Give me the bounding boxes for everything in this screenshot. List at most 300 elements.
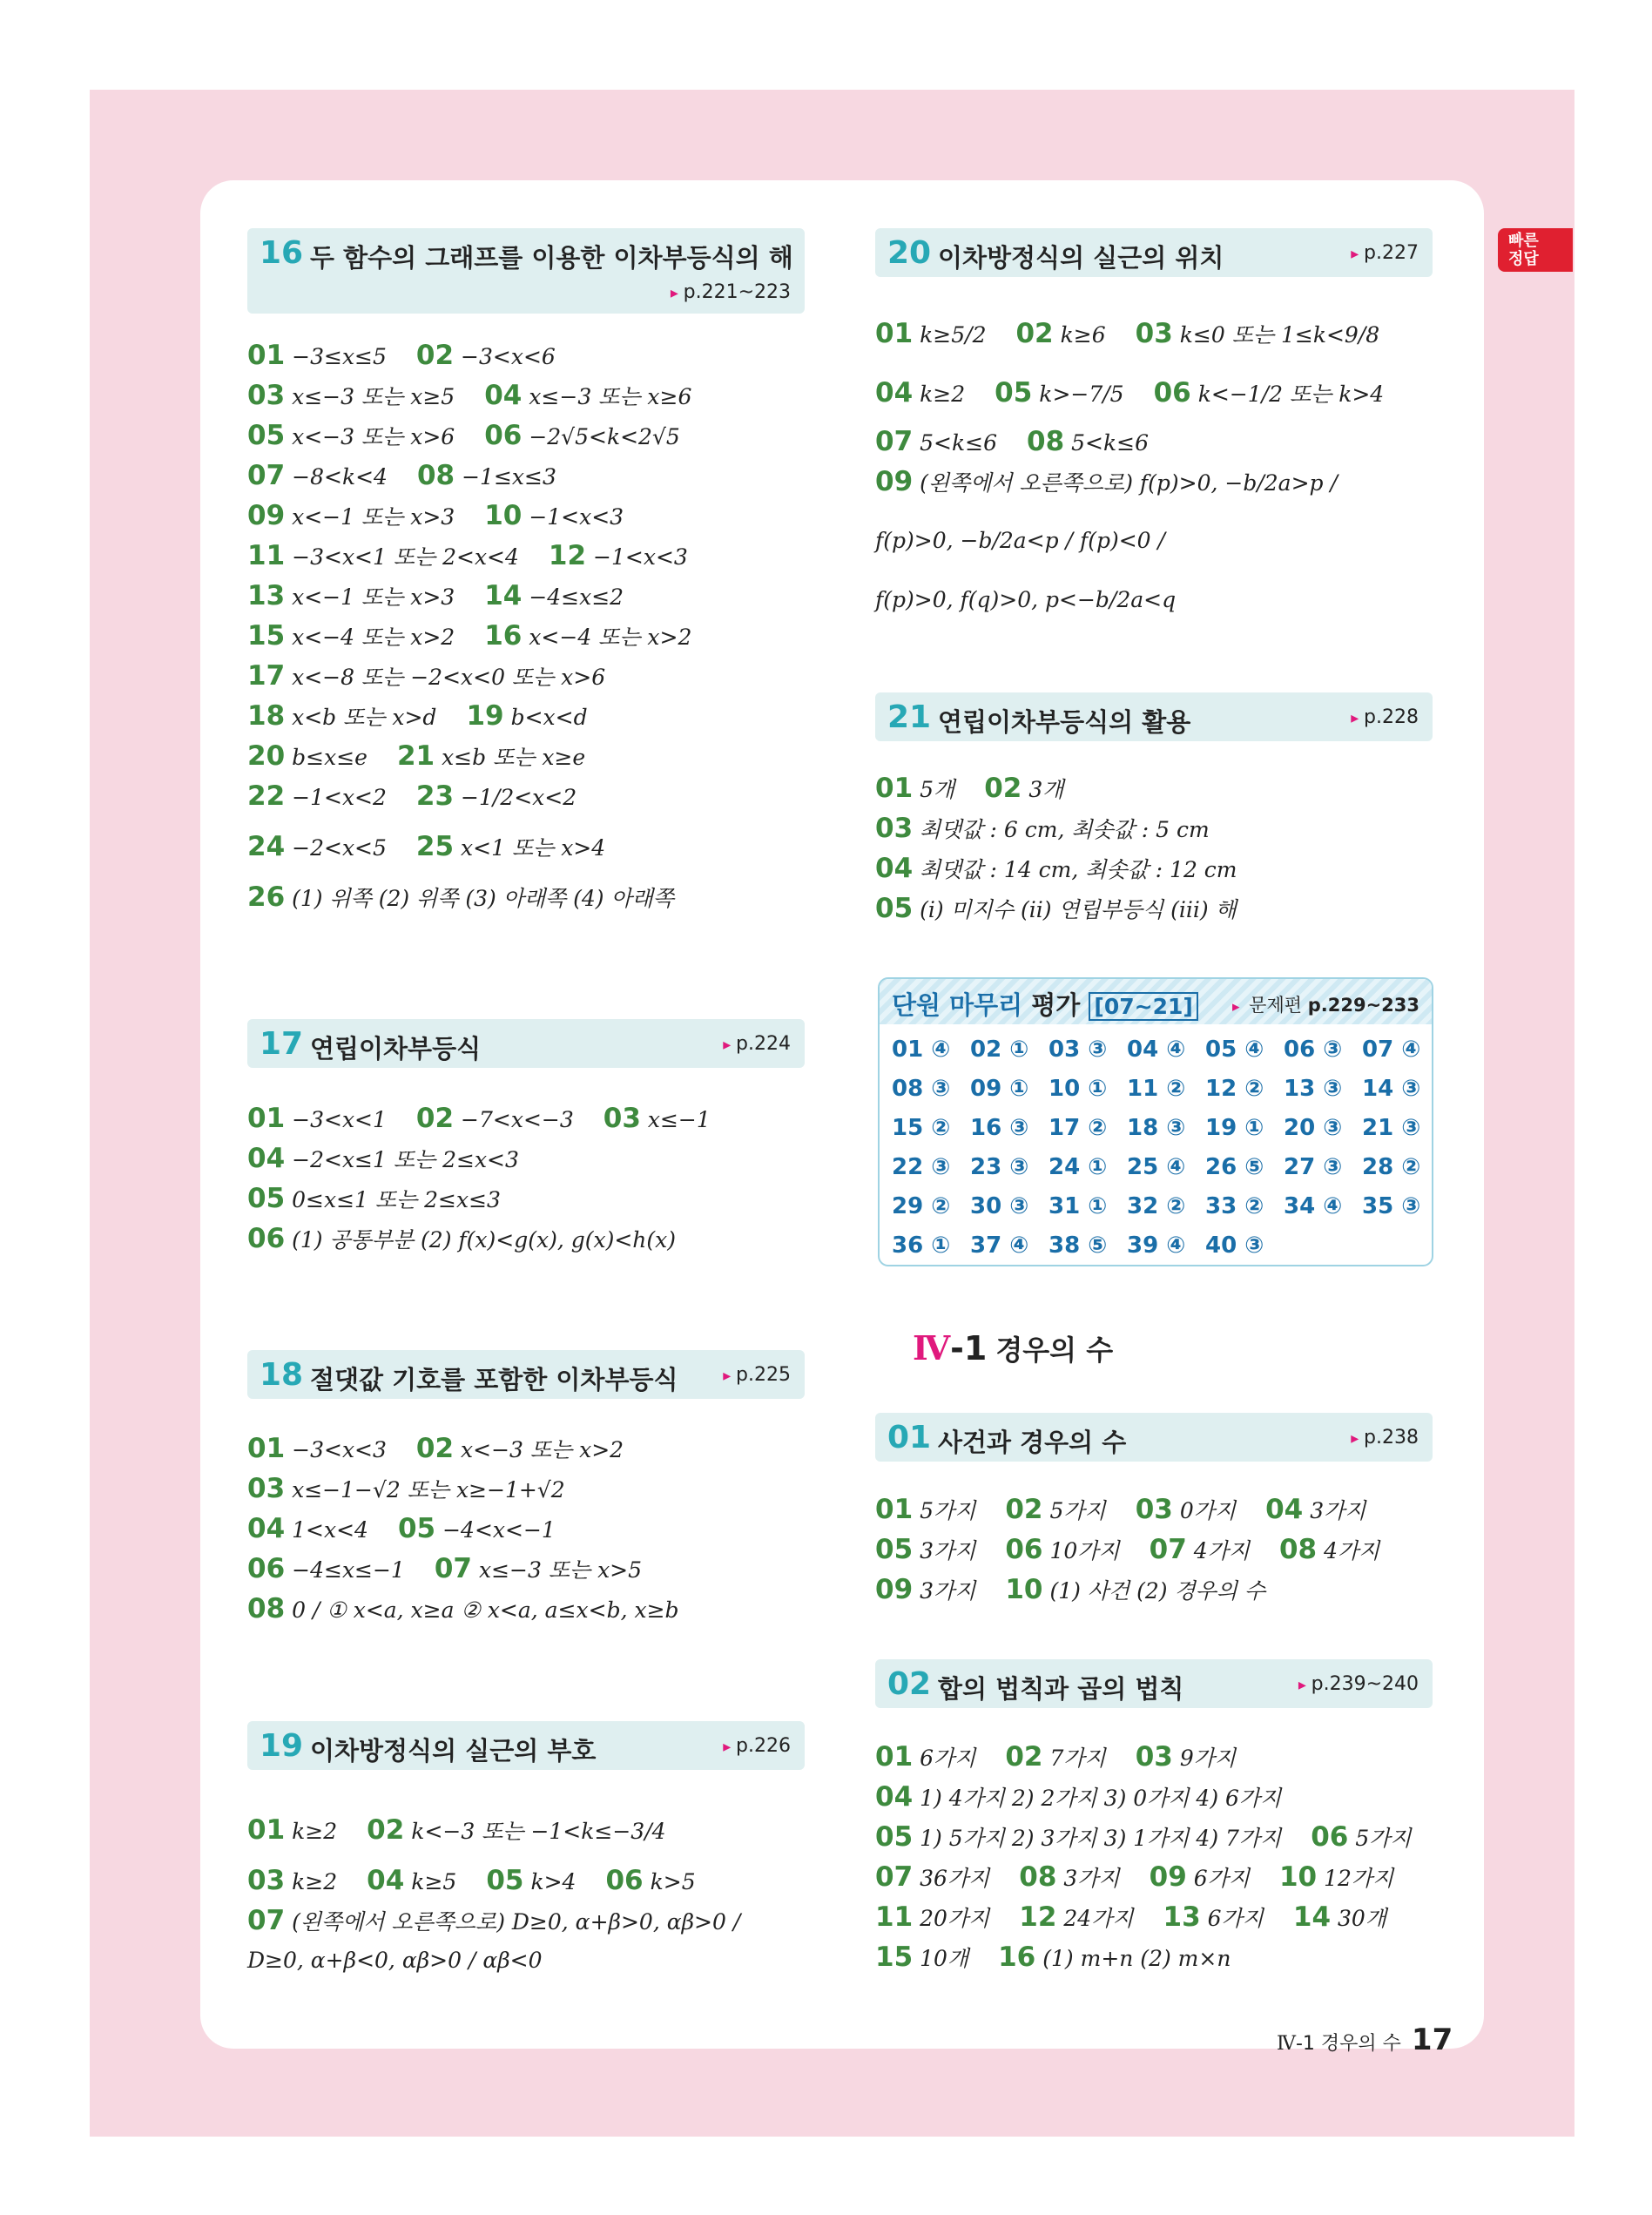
answer-number: 03 (1135, 1741, 1173, 1773)
review-answer: 02 ① (970, 1037, 1029, 1063)
answer-value: 최댓값 : 14 cm, 최솟값 : 12 cm (920, 857, 1237, 882)
answer-number: 10 (1005, 1574, 1043, 1605)
answer-value: (왼쪽에서 오른쪽으로) D≥0, α+β>0, αβ>0 / (292, 1909, 741, 1935)
answer-line (247, 340, 556, 373)
answer-number: 01 (875, 1741, 914, 1773)
section-number: 17 (260, 1026, 304, 1062)
answer-line (247, 1103, 711, 1136)
chapter-heading (913, 1328, 1113, 1368)
review-answer: 37 ④ (970, 1232, 1029, 1259)
answer-number: 05 (875, 1534, 914, 1565)
footer-roman: Ⅳ (1277, 2033, 1296, 2055)
answer-value: 최댓값 : 6 cm, 최솟값 : 5 cm (920, 817, 1210, 842)
answer-number: 07 (875, 426, 914, 457)
answer-line (875, 426, 1149, 459)
answer-value: (1) 공통부분 (2) f(x)<g(x), g(x)<h(x) (292, 1227, 676, 1253)
section-number: 18 (260, 1357, 304, 1393)
answer-value: −1<x<2 (292, 785, 387, 810)
answer-value: k≥5/2 (920, 322, 987, 348)
answer-value: 4가지 (1324, 1538, 1380, 1563)
unit-review-box (878, 977, 1433, 1266)
answer-number: 07 (1149, 1534, 1187, 1565)
answer-value: 1) 5가지 2) 3가지 3) 1가지 4) 7가지 (920, 1826, 1282, 1851)
answer-line (875, 813, 1210, 846)
answer-line (247, 1433, 624, 1466)
answer-number: 07 (247, 460, 286, 491)
answer-line (247, 540, 688, 573)
answer-number: 05 (486, 1865, 524, 1896)
answer-line (247, 500, 624, 533)
answer-number: 24 (247, 831, 286, 862)
answer-value: −2<x≤1 또는 2≤x<3 (292, 1147, 519, 1172)
answer-number: 19 (466, 700, 504, 732)
answer-number: 08 (1027, 426, 1065, 457)
answer-line (247, 1905, 740, 1938)
answer-value: (1) 사건 (2) 경우의 수 (1049, 1578, 1266, 1604)
answer-number: 21 (396, 740, 435, 772)
answer-number: 04 (247, 1513, 286, 1544)
answer-value: x<−1 또는 x>3 (292, 584, 455, 610)
answer-number: 05 (995, 377, 1033, 409)
answer-number: 12 (548, 540, 587, 571)
answer-number: 06 (484, 420, 523, 451)
answer-value: x<−1 또는 x>3 (292, 504, 455, 530)
answer-value: 12가지 (1324, 1866, 1394, 1891)
answer-line (875, 893, 1237, 926)
answer-value: −3<x<1 또는 2<x<4 (292, 544, 519, 570)
answer-number: 06 (1311, 1821, 1349, 1853)
answer-value: −7<x<−3 (461, 1107, 574, 1132)
answer-number: 06 (1005, 1534, 1043, 1565)
answer-number: 13 (1163, 1901, 1201, 1933)
answer-line (875, 1741, 1236, 1774)
answer-value: 5가지 (1049, 1498, 1106, 1523)
review-answer: 38 ⑤ (1049, 1232, 1108, 1259)
section-title: 사건과 경우의 수 (938, 1428, 1127, 1457)
chapter-num: -1 (950, 1329, 988, 1367)
answer-value: −2<x<5 (292, 835, 387, 861)
answer-value: −2√5<k<2√5 (529, 424, 680, 449)
section-number: 02 (887, 1666, 932, 1702)
review-answer: 26 ⑤ (1205, 1154, 1264, 1180)
answer-number: 02 (984, 773, 1022, 804)
answer-line (247, 1593, 679, 1626)
answer-value: 3가지 (920, 1578, 976, 1604)
answer-line (875, 525, 1165, 557)
answer-number: 04 (247, 1143, 286, 1174)
answer-line (875, 377, 1384, 410)
answer-number: 02 (415, 340, 455, 371)
answer-number: 04 (875, 853, 914, 884)
answer-value: x<1 또는 x>4 (461, 835, 606, 861)
answer-number: 03 (1135, 318, 1173, 349)
answer-line (247, 1143, 519, 1176)
answer-line (875, 853, 1237, 886)
answer-value: −3<x<1 (292, 1107, 387, 1132)
answer-line (247, 881, 674, 915)
review-answer: 22 ③ (892, 1154, 951, 1180)
review-answer: 19 ① (1205, 1115, 1264, 1141)
section-number: 19 (260, 1728, 304, 1764)
secB-header (875, 1659, 1433, 1708)
answer-number: 05 (397, 1513, 436, 1544)
answer-line (875, 1942, 1231, 1975)
answer-number: 26 (247, 881, 286, 913)
answer-line (875, 1781, 1281, 1814)
answer-line (247, 1183, 501, 1216)
answer-number: 01 (875, 1494, 914, 1525)
answer-value: 3가지 (1063, 1866, 1120, 1891)
answer-number: 03 (875, 813, 914, 844)
answer-number: 11 (875, 1901, 914, 1933)
answer-number: 02 (1015, 318, 1054, 349)
answer-value: 10가지 (1049, 1538, 1120, 1563)
answer-line (247, 1473, 565, 1506)
answer-value: 10개 (920, 1946, 969, 1971)
review-answer: 13 ③ (1284, 1076, 1343, 1102)
section-title: 합의 법칙과 곱의 법칙 (938, 1674, 1184, 1704)
review-answer: 18 ③ (1127, 1115, 1186, 1141)
answer-value: −3<x<3 (292, 1437, 387, 1462)
review-answer: 24 ① (1049, 1154, 1108, 1180)
review-answer: 33 ② (1205, 1193, 1264, 1219)
answer-line (875, 466, 1338, 499)
review-answer: 28 ② (1362, 1154, 1421, 1180)
answer-number: 10 (1278, 1861, 1318, 1893)
unit-review-header (880, 979, 1432, 1024)
section-page-ref[interactable]: ▸ p.239~240 (1298, 1673, 1419, 1695)
answer-value: x<b 또는 x>d (292, 705, 437, 730)
answer-number: 04 (1265, 1494, 1304, 1525)
sec17-header (247, 1019, 805, 1068)
answer-number: 15 (247, 620, 286, 652)
answer-value: −1≤x≤3 (462, 464, 556, 490)
review-title-b: 평가 (1031, 990, 1081, 1020)
section-page-ref[interactable]: ▸ p.224 (723, 1033, 791, 1055)
answer-value: 24가지 (1063, 1906, 1134, 1931)
answer-number: 23 (415, 780, 455, 812)
answer-number: 14 (484, 580, 523, 611)
answer-number: 02 (1005, 1494, 1043, 1525)
answer-value: 5개 (920, 777, 955, 802)
section-title: 연립이차부등식 (310, 1034, 482, 1064)
answer-value: 1<x<4 (292, 1517, 368, 1543)
page-footer (1277, 2023, 1453, 2057)
answer-number: 07 (875, 1861, 914, 1893)
answer-number: 04 (367, 1865, 405, 1896)
review-page: p.229~233 (1307, 995, 1419, 1016)
answer-value: 6가지 (920, 1746, 976, 1771)
answer-value: −8<k<4 (292, 464, 388, 490)
answer-value: 5가지 (1355, 1826, 1412, 1851)
answer-value: x≤−1−√2 또는 x≥−1+√2 (292, 1477, 565, 1503)
answer-line (875, 773, 1063, 806)
answer-value: k>−7/5 (1039, 382, 1124, 407)
review-answer: 35 ③ (1362, 1193, 1421, 1219)
section-page-ref[interactable]: ▸ p.228 (1351, 706, 1419, 728)
answer-number: 09 (875, 466, 914, 497)
answer-value: k≥6 (1060, 322, 1106, 348)
review-answer: 04 ④ (1127, 1037, 1186, 1063)
answer-line (247, 1513, 556, 1546)
review-answer: 12 ② (1205, 1076, 1264, 1102)
answer-value: x<−8 또는 −2<x<0 또는 x>6 (292, 665, 606, 690)
answer-number: 05 (875, 893, 914, 924)
answer-value: k>4 (530, 1869, 577, 1894)
answer-value: b≤x≤e (292, 745, 367, 770)
answer-value: (1) 위쪽 (2) 위쪽 (3) 아래쪽 (4) 아래쪽 (292, 886, 674, 911)
review-title-range: [07~21] (1089, 992, 1197, 1021)
answer-line (875, 1861, 1393, 1894)
answer-line (247, 1814, 666, 1847)
answer-line (247, 831, 605, 864)
sec20-header (875, 228, 1433, 277)
section-number: 16 (260, 235, 304, 271)
answer-number: 01 (247, 1814, 286, 1846)
answer-line (247, 420, 680, 453)
section-number: 01 (887, 1420, 932, 1455)
review-answer: 31 ① (1049, 1193, 1108, 1219)
answer-value: 36가지 (920, 1866, 990, 1891)
answer-line (247, 780, 577, 814)
answer-number: 08 (247, 1593, 286, 1624)
answer-number: 01 (875, 318, 914, 349)
answer-number: 03 (247, 1473, 286, 1504)
review-answer: 03 ③ (1049, 1037, 1108, 1063)
answer-number: 11 (247, 540, 286, 571)
answer-value: −1<x<3 (529, 504, 624, 530)
answer-number: 08 (416, 460, 455, 491)
answer-number: 02 (415, 1433, 455, 1464)
answer-line (875, 1821, 1412, 1854)
answer-value: 3개 (1028, 777, 1064, 802)
unit-review-page-ref[interactable] (1232, 991, 1419, 1017)
answer-value: −1/2<x<2 (461, 785, 577, 810)
review-answer: 34 ④ (1284, 1193, 1343, 1219)
section-page-ref[interactable]: ▸ p.225 (723, 1364, 791, 1386)
unit-review-answers (892, 1037, 1433, 1266)
answer-value: −1<x<3 (593, 544, 688, 570)
answer-number: 03 (603, 1103, 641, 1134)
answer-value: x≤−3 또는 x>5 (478, 1557, 643, 1583)
answer-value: x<−3 또는 x>6 (292, 424, 455, 449)
sec16-header (247, 228, 805, 314)
answer-line (875, 318, 1379, 351)
answer-number: 07 (247, 1905, 286, 1936)
sec21-header (875, 692, 1433, 741)
answer-number: 17 (247, 660, 286, 692)
answer-value: 0≤x≤1 또는 2≤x≤3 (292, 1187, 501, 1212)
answer-value: k≥2 (292, 1819, 338, 1844)
answer-value: (i) 미지수 (ii) 연립부등식 (iii) 해 (920, 897, 1237, 922)
answer-line (875, 1494, 1365, 1527)
answer-value: 5가지 (920, 1498, 976, 1523)
review-answer: 11 ② (1127, 1076, 1186, 1102)
answer-value: k≥2 (292, 1869, 338, 1894)
answer-value: k≤0 또는 1≤k<9/8 (1179, 322, 1380, 348)
answer-number: 04 (875, 377, 914, 409)
answer-number: 07 (434, 1553, 472, 1584)
answer-value: k≥2 (920, 382, 966, 407)
answer-number: 15 (875, 1942, 914, 1973)
review-answer: 05 ④ (1205, 1037, 1264, 1063)
answer-value: 20가지 (920, 1906, 990, 1931)
answer-value: −3≤x≤5 (292, 344, 387, 369)
answer-value: (왼쪽에서 오른쪽으로) f(p)>0, −b/2a>p / (920, 470, 1338, 496)
answer-line (875, 584, 1176, 616)
answer-value: (1) m+n (2) m×n (1042, 1946, 1231, 1971)
answer-value: 1) 4가지 2) 2가지 3) 0가지 4) 6가지 (920, 1786, 1282, 1811)
footer-label: -1 경우의 수 (1295, 2033, 1401, 2055)
review-title-a: 단원 마무리 (892, 990, 1023, 1020)
sec19-header (247, 1721, 805, 1770)
chapter-title: 경우의 수 (995, 1334, 1114, 1367)
review-answer: 36 ① (892, 1232, 951, 1259)
review-answer: 39 ④ (1127, 1232, 1186, 1259)
answer-number: 09 (875, 1574, 914, 1605)
answer-number: 12 (1019, 1901, 1057, 1933)
answer-number: 03 (247, 1865, 286, 1896)
review-answer: 07 ④ (1362, 1037, 1421, 1063)
answer-line (247, 1945, 543, 1976)
answer-number: 06 (605, 1865, 644, 1896)
answer-value: 5<k≤6 (920, 430, 997, 456)
section-title: 이차방정식의 실근의 부호 (310, 1736, 597, 1766)
answer-number: 13 (247, 580, 286, 611)
chapter-roman: Ⅳ (913, 1328, 951, 1367)
answer-value: x<−4 또는 x>2 (529, 625, 692, 650)
answer-number: 25 (415, 831, 455, 862)
review-answer: 30 ③ (970, 1193, 1029, 1219)
answer-line (875, 1534, 1379, 1567)
answer-number: 05 (875, 1821, 914, 1853)
answer-number: 14 (1292, 1901, 1332, 1933)
answer-number: 05 (247, 1183, 286, 1214)
answer-number: 16 (484, 620, 523, 652)
answer-value: −4≤x≤−1 (292, 1557, 405, 1583)
review-answer: 10 ① (1049, 1076, 1108, 1102)
review-answer: 32 ② (1127, 1193, 1186, 1219)
section-page-ref[interactable]: ▸ p.227 (1351, 242, 1419, 264)
review-answer: 16 ③ (970, 1115, 1029, 1141)
section-page-ref[interactable]: ▸ p.221~223 (671, 281, 791, 303)
answer-value: k≥5 (411, 1869, 457, 1894)
answer-number: 01 (875, 773, 914, 804)
answer-number: 04 (484, 380, 523, 411)
answer-line (875, 1901, 1386, 1935)
section-number: 21 (887, 699, 932, 735)
review-answer: 27 ③ (1284, 1154, 1343, 1180)
review-answer: 15 ② (892, 1115, 951, 1141)
answer-value: −3<x<6 (461, 344, 556, 369)
review-answer: 09 ① (970, 1076, 1029, 1102)
section-title: 이차방정식의 실근의 위치 (938, 243, 1224, 273)
answer-line (247, 1865, 696, 1898)
answer-number: 02 (415, 1103, 455, 1134)
answer-number: 22 (247, 780, 286, 812)
answer-number: 02 (367, 1814, 405, 1846)
answer-value: D≥0, α+β<0, αβ>0 / αβ<0 (247, 1948, 543, 1973)
answer-value: x≤b 또는 x≥e (442, 745, 586, 770)
answer-value: x≤−1 (647, 1107, 711, 1132)
answer-value: k<−3 또는 −1<k≤−3/4 (411, 1819, 666, 1844)
quick-answer-tab[interactable] (1498, 228, 1573, 272)
review-page-prefix: 문제편 (1249, 995, 1303, 1016)
answer-value: 0 / ① x<a, x≥a ② x<a, a≤x<b, x≥b (292, 1597, 679, 1623)
secA-header (875, 1413, 1433, 1462)
answer-line (247, 660, 605, 693)
answer-number: 05 (247, 420, 286, 451)
answer-value: 6가지 (1207, 1906, 1264, 1931)
answer-value: f(p)>0, f(q)>0, p<−b/2a<q (875, 587, 1177, 612)
answer-value: x≤−3 또는 x≥6 (529, 384, 692, 409)
answer-line (247, 380, 691, 413)
answer-number: 06 (247, 1553, 286, 1584)
review-answer: 06 ③ (1284, 1037, 1343, 1063)
answer-value: x<−3 또는 x>2 (461, 1437, 624, 1462)
unit-review-title (892, 986, 1198, 1022)
review-answer: 08 ③ (892, 1076, 951, 1102)
review-answer: 29 ② (892, 1193, 951, 1219)
review-answer: 17 ② (1049, 1115, 1108, 1141)
answer-value: x≤−3 또는 x≥5 (292, 384, 455, 409)
answer-value: 0가지 (1179, 1498, 1237, 1523)
answer-line (247, 620, 691, 653)
review-answer: 40 ③ (1205, 1232, 1264, 1259)
answer-line (875, 1574, 1265, 1607)
section-page-ref[interactable]: ▸ p.238 (1351, 1427, 1419, 1449)
answer-value: 30개 (1338, 1906, 1386, 1931)
answer-number: 01 (247, 1103, 286, 1134)
review-answer: 23 ③ (970, 1154, 1029, 1180)
answer-number: 08 (1278, 1534, 1318, 1565)
answer-number: 10 (484, 500, 523, 531)
answer-number: 20 (247, 740, 286, 772)
review-answer: 21 ③ (1362, 1115, 1421, 1141)
page-number: 17 (1411, 2023, 1453, 2057)
answer-value: 3가지 (920, 1538, 976, 1563)
section-page-ref[interactable]: ▸ p.226 (723, 1735, 791, 1757)
answer-value: −4≤x≤2 (529, 584, 624, 610)
answer-number: 09 (247, 500, 286, 531)
answer-value: 5<k≤6 (1071, 430, 1149, 456)
review-answer: 25 ④ (1127, 1154, 1186, 1180)
answer-number: 04 (875, 1781, 914, 1813)
answer-value: 4가지 (1193, 1538, 1250, 1563)
answer-number: 01 (247, 1433, 286, 1464)
answer-number: 09 (1149, 1861, 1187, 1893)
section-title: 연립이차부등식의 활용 (938, 707, 1191, 737)
answer-line (247, 460, 556, 493)
side-tab-label: 빠른 정답 (1508, 232, 1539, 268)
answer-line (247, 1223, 676, 1256)
review-answer: 01 ④ (892, 1037, 951, 1063)
answer-value: b<x<d (510, 705, 588, 730)
answer-number: 06 (247, 1223, 286, 1254)
answer-number: 01 (247, 340, 286, 371)
answer-number: 03 (1135, 1494, 1173, 1525)
answer-value: 6가지 (1193, 1866, 1250, 1891)
answer-number: 08 (1019, 1861, 1057, 1893)
answer-line (247, 700, 588, 733)
section-title: 두 함수의 그래프를 이용한 이차부등식의 해 (310, 243, 793, 273)
answer-value: 7가지 (1049, 1746, 1106, 1771)
review-answer: 20 ③ (1284, 1115, 1343, 1141)
section-title: 절댓값 기호를 포함한 이차부등식 (310, 1365, 678, 1395)
answer-value: k>5 (650, 1869, 696, 1894)
answer-number: 16 (998, 1942, 1036, 1973)
answer-line (247, 580, 624, 613)
